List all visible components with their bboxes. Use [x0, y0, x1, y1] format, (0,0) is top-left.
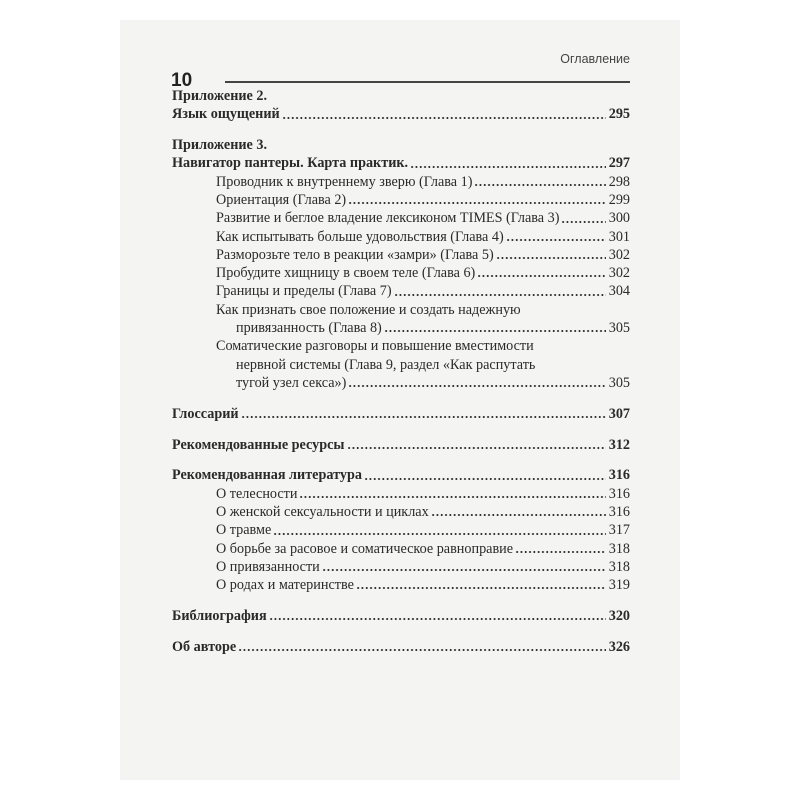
- toc-entry: [172, 246, 630, 264]
- toc-entry-title: О борьбе за расовое и соматическое равноправие: [216, 540, 514, 557]
- dot-leader: [348, 202, 606, 204]
- dot-leader: [506, 239, 606, 241]
- toc-entry-page: 312: [608, 436, 630, 453]
- toc-entry-title: Об авторе: [172, 638, 237, 655]
- toc-entry-page: 305: [608, 320, 630, 337]
- dot-leader: [394, 294, 606, 296]
- toc-entry: [172, 136, 630, 154]
- toc-entry-page: 302: [608, 246, 630, 263]
- toc-entry-title: Ориентация (Глава 2): [216, 191, 347, 208]
- toc-entry: [172, 521, 630, 539]
- toc-entry-page: 316: [608, 485, 630, 502]
- dot-leader: [431, 514, 606, 516]
- toc-entry: [172, 374, 630, 392]
- toc-entry-title: привязанность (Глава 8): [236, 320, 382, 337]
- toc-entry-title: Границы и пределы (Глава 7): [216, 283, 392, 300]
- toc-entry-page: 298: [608, 173, 630, 190]
- toc-entry-page: 299: [608, 191, 630, 208]
- toc-entry-page: 326: [608, 638, 630, 655]
- toc-entry-title: Приложение 3.: [172, 137, 268, 154]
- toc-entry-title: Рекомендованные ресурсы: [172, 436, 345, 453]
- toc-entry-page: 304: [608, 283, 630, 300]
- toc-entry-page: 295: [608, 106, 630, 123]
- toc-entry: [172, 87, 630, 105]
- toc-entry: [172, 228, 630, 246]
- toc-entry: [172, 638, 630, 656]
- running-head: Оглавление: [560, 52, 630, 66]
- table-of-contents: [172, 87, 630, 656]
- toc-entry: [172, 105, 630, 123]
- toc-entry: [172, 173, 630, 191]
- toc-entry-page: 318: [608, 558, 630, 575]
- toc-entry-page: 297: [608, 155, 630, 172]
- dot-leader: [299, 496, 606, 498]
- toc-entry-page: 316: [608, 467, 630, 484]
- toc-entry-title: О женской сексуальности и циклах: [216, 503, 429, 520]
- toc-entry-title: Как испытывать больше удовольствия (Глава 4): [216, 228, 504, 245]
- toc-entry: [172, 503, 630, 521]
- toc-entry: [172, 319, 630, 337]
- toc-entry-page: 301: [608, 228, 630, 245]
- toc-entry: [172, 209, 630, 227]
- toc-entry-title: нервной системы (Глава 9, раздел «Как распутать: [236, 356, 536, 373]
- toc-entry: [172, 337, 630, 355]
- toc-entry: [172, 282, 630, 300]
- toc-entry-title: Навигатор пантеры. Карта практик.: [172, 155, 409, 172]
- toc-entry-title: Проводник к внутреннему зверю (Глава 1): [216, 173, 473, 190]
- dot-leader: [273, 533, 606, 535]
- dot-leader: [364, 478, 606, 480]
- toc-entry-title: тугой узел секса»): [236, 374, 347, 391]
- toc-entry: [172, 264, 630, 282]
- toc-entry: [172, 356, 630, 374]
- toc-entry-title: О привязанности: [216, 558, 320, 575]
- toc-entry-title: Глоссарий: [172, 405, 239, 422]
- toc-entry-page: 300: [608, 210, 630, 227]
- toc-entry: [172, 191, 630, 209]
- toc-entry-title: Рекомендованная литература: [172, 467, 362, 484]
- dot-leader: [269, 618, 606, 620]
- toc-entry-title: Как признать свое положение и создать надежную: [216, 301, 521, 318]
- dot-leader: [561, 221, 606, 223]
- dot-leader: [515, 551, 606, 553]
- toc-entry-title: Пробудите хищницу в своем теле (Глава 6): [216, 265, 476, 282]
- toc-entry-page: 320: [608, 607, 630, 624]
- toc-entry-title: Разморозьте тело в реакции «замри» (Глава 5): [216, 246, 494, 263]
- toc-entry: [172, 485, 630, 503]
- toc-entry: [172, 540, 630, 558]
- toc-entry: [172, 607, 630, 625]
- dot-leader: [474, 184, 606, 186]
- dot-leader: [384, 330, 606, 332]
- toc-entry: [172, 576, 630, 594]
- dot-leader: [322, 569, 606, 571]
- toc-entry-title: Библиография: [172, 607, 267, 624]
- toc-entry-title: О телесности: [216, 485, 298, 502]
- toc-entry-title: О родах и материнстве: [216, 577, 354, 594]
- toc-entry: [172, 154, 630, 172]
- toc-entry: [172, 436, 630, 454]
- dot-leader: [238, 649, 606, 651]
- toc-entry-page: 319: [608, 577, 630, 594]
- dot-leader: [410, 166, 606, 168]
- toc-entry-title: О травме: [216, 522, 272, 539]
- toc-entry-title: Приложение 2.: [172, 88, 268, 104]
- dot-leader: [477, 275, 606, 277]
- toc-entry-page: 317: [608, 522, 630, 539]
- dot-leader: [356, 587, 606, 589]
- toc-entry-page: 316: [608, 503, 630, 520]
- toc-entry-title: Язык ощущений: [172, 106, 280, 123]
- dot-leader: [347, 447, 607, 449]
- toc-entry-page: 305: [608, 374, 630, 391]
- page-number: 10: [171, 70, 193, 91]
- toc-entry: [172, 301, 630, 319]
- toc-entry-page: 302: [608, 265, 630, 282]
- dot-leader: [282, 117, 606, 119]
- toc-entry-page: 307: [608, 405, 630, 422]
- toc-entry-page: 318: [608, 540, 630, 557]
- toc-entry: [172, 558, 630, 576]
- header-rule: [225, 81, 630, 83]
- dot-leader: [496, 257, 606, 259]
- toc-entry-title: Соматические разговоры и повышение вместимости: [216, 338, 534, 355]
- dot-leader: [241, 416, 606, 418]
- toc-entry: [172, 466, 630, 484]
- dot-leader: [348, 385, 606, 387]
- toc-entry: [172, 405, 630, 423]
- toc-entry-title: Развитие и беглое владение лексиконом TIMES (Глава 3): [216, 210, 560, 227]
